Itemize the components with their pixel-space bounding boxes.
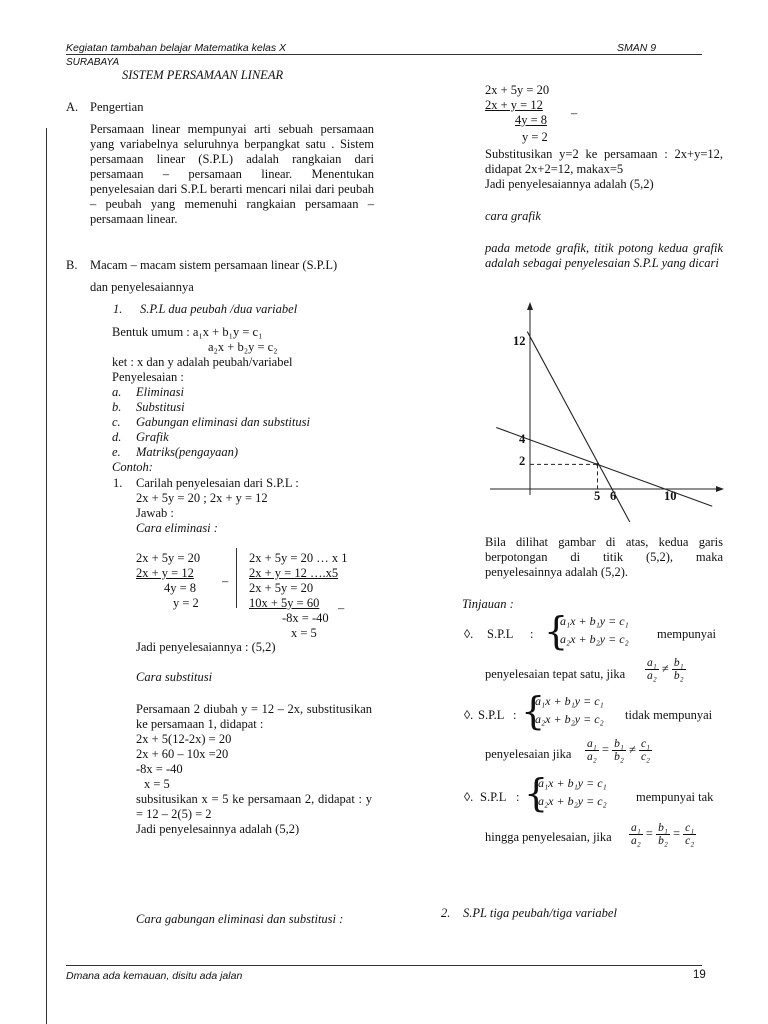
method-c-letter: c.	[112, 415, 121, 429]
sub2-title: S.PL tiga peubah/tiga variabel	[463, 906, 617, 920]
grafik-text: pada metode grafik, titik potong kedua grafik adalah sebagai penyelesaian S.P.L yang dicari	[485, 241, 723, 270]
brace: {	[524, 771, 549, 815]
method-e: Matriks(pengayaan)	[136, 445, 239, 459]
method-b-letter: b.	[112, 400, 122, 414]
brace: {	[544, 609, 569, 653]
spl-label: S.P.L	[480, 790, 507, 804]
case3-text: hingga penyelesaian, jika	[485, 830, 612, 844]
y-axis-arrow	[527, 302, 533, 310]
gab-line: 2x + 5y = 20	[485, 83, 550, 97]
jawab-label: Jawab :	[136, 506, 174, 520]
section-a-body: Persamaan linear mempunyai arti sebuah persamaan yang variabelnya seluruhnya berpangkat satu . Sistem persamaan linear (S.P.L) adalah rangkaian dari persamaan – persamaan linear. Menentukan penyelesaian dari S.P.L berarti mencari nilai dari peubah – peubah yang memenuhi rangkaian persamaan – persamaan linear.	[90, 122, 374, 226]
gab-line: y = 2	[522, 130, 548, 144]
elim-right-line: 2x + y = 12 ….x5	[249, 566, 339, 580]
y-tick-label: 12	[513, 334, 526, 348]
cara-substitusi-label: Cara substitusi	[136, 670, 213, 684]
fraction: $\frac{\text{c₁}}{\text{c₂}}$	[640, 738, 651, 763]
page-title: SISTEM PERSAMAAN LINEAR	[122, 68, 284, 82]
method-b: Substitusi	[136, 400, 185, 414]
section-a-label: A.	[66, 100, 79, 114]
substitusi-line: -8x = -40	[136, 762, 183, 776]
header-right: SMAN 9	[617, 42, 657, 54]
fraction: $\frac{\text{c₁}}{\text{c₂}}$	[685, 822, 695, 847]
method-d: Grafik	[136, 430, 169, 444]
system-eq2: a₂x + b₂y = c₂	[560, 632, 629, 646]
case3-tail: mempunyai tak	[636, 790, 714, 804]
example-num: 1.	[113, 476, 123, 490]
elim-left-line: y = 2	[173, 596, 199, 610]
y-tick-label: 2	[519, 454, 526, 468]
header-sub: SURABAYA	[66, 57, 120, 68]
elim-right-line: -8x = -40	[282, 611, 329, 625]
minus-sign: –	[571, 106, 578, 120]
method-d-letter: d.	[112, 430, 122, 444]
gab-line: 2x + y = 12	[485, 98, 543, 112]
brace: {	[521, 689, 546, 733]
case1-tail: mempunyai	[657, 627, 717, 641]
y-tick-label: 4	[519, 432, 526, 446]
substitusi-line: x = 5	[144, 777, 170, 791]
footer-motto: Dmana ada kemauan, disitu ada jalan	[66, 970, 243, 982]
tinjauan-label: Tinjauan :	[462, 597, 514, 611]
x-axis-arrow	[716, 486, 724, 492]
method-e-letter: e.	[112, 445, 121, 459]
substitusi-line: 2x + 60 – 10x =20	[136, 747, 229, 761]
elim-right-line: 2x + 5y = 20	[249, 581, 314, 595]
system-eq1: a₁x + b₁y = c₁	[538, 776, 607, 790]
spl-label: S.P.L	[487, 627, 514, 641]
method-a: Eliminasi	[136, 385, 184, 399]
system-eq2: a₂x + b₂y = c₂	[538, 794, 607, 808]
sub2-num: 2.	[441, 906, 451, 920]
elim-right-line: 2x + 5y = 20 … x 1	[249, 551, 348, 565]
cara-eliminasi-label: Cara eliminasi :	[136, 521, 218, 535]
case2-tail: tidak mempunyai	[625, 708, 713, 722]
condition-2: $\frac{\text{a₁}}{\text{a₂}}$ = $\frac{\text{b₁}}{\text{b₂}}$ ≠ $\frac{\text{c₁}}{\text{c₂}}$	[587, 738, 651, 763]
substitusi-line: 2x + 5(12-2x) = 20	[136, 732, 232, 746]
bila-text: Bila dilihat gambar di atas, kedua garis berpotongan di titik (5,2), maka penyelesainnya adalah (5,2).	[485, 535, 723, 579]
fraction: $\frac{\text{a₁}}{\text{a₂}}$	[631, 822, 641, 847]
minus-sign: –	[338, 601, 345, 615]
elim-left-line: 4y = 8	[164, 581, 197, 595]
minus-sign: –	[222, 574, 229, 588]
section-b-line2: dan penyelesaiannya	[90, 280, 194, 294]
sub1-num: 1.	[113, 302, 123, 316]
intersection-point	[596, 463, 599, 466]
fraction: $\frac{\text{b₁}}{\text{b₂}}$	[673, 657, 684, 682]
elim-left-line: 2x + 5y = 20	[136, 551, 201, 565]
cara-grafik-label: cara grafik	[485, 209, 541, 223]
jadi-2: Jadi penyelesainnya adalah (5,2)	[136, 822, 300, 836]
section-a-heading: Pengertian	[90, 100, 144, 114]
system-eq1: a₁x + b₁y = c₁	[560, 614, 629, 628]
bullet: ◊.	[464, 708, 474, 722]
series-line-2x-5y-20	[496, 428, 712, 507]
sub1-title: S.P.L dua peubah /dua variabel	[140, 302, 298, 316]
method-a-letter: a.	[112, 385, 122, 399]
colon: :	[530, 627, 534, 641]
elim-divider	[236, 548, 237, 608]
bullet: ◊.	[464, 790, 474, 804]
example-question: Carilah penyelesaian dari S.P.L :	[136, 476, 299, 490]
x-tick-label: 6	[610, 489, 617, 503]
section-b-line1: Macam – macam sistem persamaan linear (S.P.L)	[90, 258, 338, 272]
cara-gabungan-label: Cara gabungan eliminasi dan substitusi :	[136, 912, 344, 926]
substitusi-text-2: subsitusikan x = 5 ke persamaan 2, didapat : y = 12 – 2(5) = 2	[136, 792, 372, 821]
x-tick-label: 5	[594, 489, 601, 503]
condition-1: $\frac{\text{a₁}}{\text{a₂}}$ ≠ $\frac{\text{b₁}}{\text{b₂}}$	[647, 657, 684, 682]
fraction: $\frac{\text{b₁}}{\text{b₂}}$	[658, 822, 668, 847]
colon: :	[516, 790, 520, 804]
fraction: $\frac{\text{a₁}}{\text{a₂}}$	[587, 738, 597, 763]
header-rule	[66, 54, 702, 55]
bentuk-umum-2: a₂x + b₂y = c₂	[208, 340, 278, 354]
condition-3: $\frac{\text{a₁}}{\text{a₂}}$ = $\frac{\text{b₁}}{\text{b₂}}$ = $\frac{\text{c₁}}{\text{c₂}}$	[631, 822, 695, 847]
section-b-label: B.	[66, 258, 78, 272]
elim-right-line: 10x + 5y = 60	[249, 596, 320, 610]
footer-rule	[66, 965, 702, 966]
gab-jadi: Jadi penyelesaiannya adalah (5,2)	[485, 177, 654, 191]
elim-right-line: x = 5	[291, 626, 317, 640]
spl-label: S.P.L	[478, 708, 505, 722]
page-number: 19	[693, 969, 706, 981]
bullet: ◊.	[464, 627, 474, 641]
margin-line	[46, 128, 47, 1024]
substitusi-text-1: Persamaan 2 diubah y = 12 – 2x, substitusikan ke persamaan 1, didapat :	[136, 702, 372, 731]
system-eq1: a₁x + b₁y = c₁	[535, 694, 604, 708]
colon: :	[513, 708, 517, 722]
case2-text: penyelesaian jika	[485, 747, 572, 761]
system-eq2: a₂x + b₂y = c₂	[535, 712, 604, 726]
x-tick-label: 10	[664, 489, 677, 503]
fraction: $\frac{\text{a₁}}{\text{a₂}}$	[647, 657, 657, 682]
fraction: $\frac{\text{b₁}}{\text{b₂}}$	[614, 738, 624, 763]
jadi-1: Jadi penyelesaiannya : (5,2)	[136, 640, 276, 654]
penyelesaian-label: Penyelesaian :	[112, 370, 184, 384]
example-equations: 2x + 5y = 20 ; 2x + y = 12	[136, 491, 268, 505]
case1-text: penyelesaian tepat satu, jika	[485, 667, 626, 681]
contoh-label: Contoh:	[112, 460, 153, 474]
ket: ket : x dan y adalah peubah/variabel	[112, 355, 293, 369]
elim-left-line: 2x + y = 12	[136, 566, 194, 580]
bentuk-umum: Bentuk umum : a₁x + b₁y = c₁	[112, 325, 263, 339]
method-c: Gabungan eliminasi dan substitusi	[136, 415, 310, 429]
gab-line: 4y = 8	[515, 113, 548, 127]
gab-text: Substitusikan y=2 ke persamaan : 2x+y=12, didapat 2x+2=12, makax=5	[485, 147, 723, 176]
header-left: Kegiatan tambahan belajar Matematika kelas X	[66, 42, 287, 54]
